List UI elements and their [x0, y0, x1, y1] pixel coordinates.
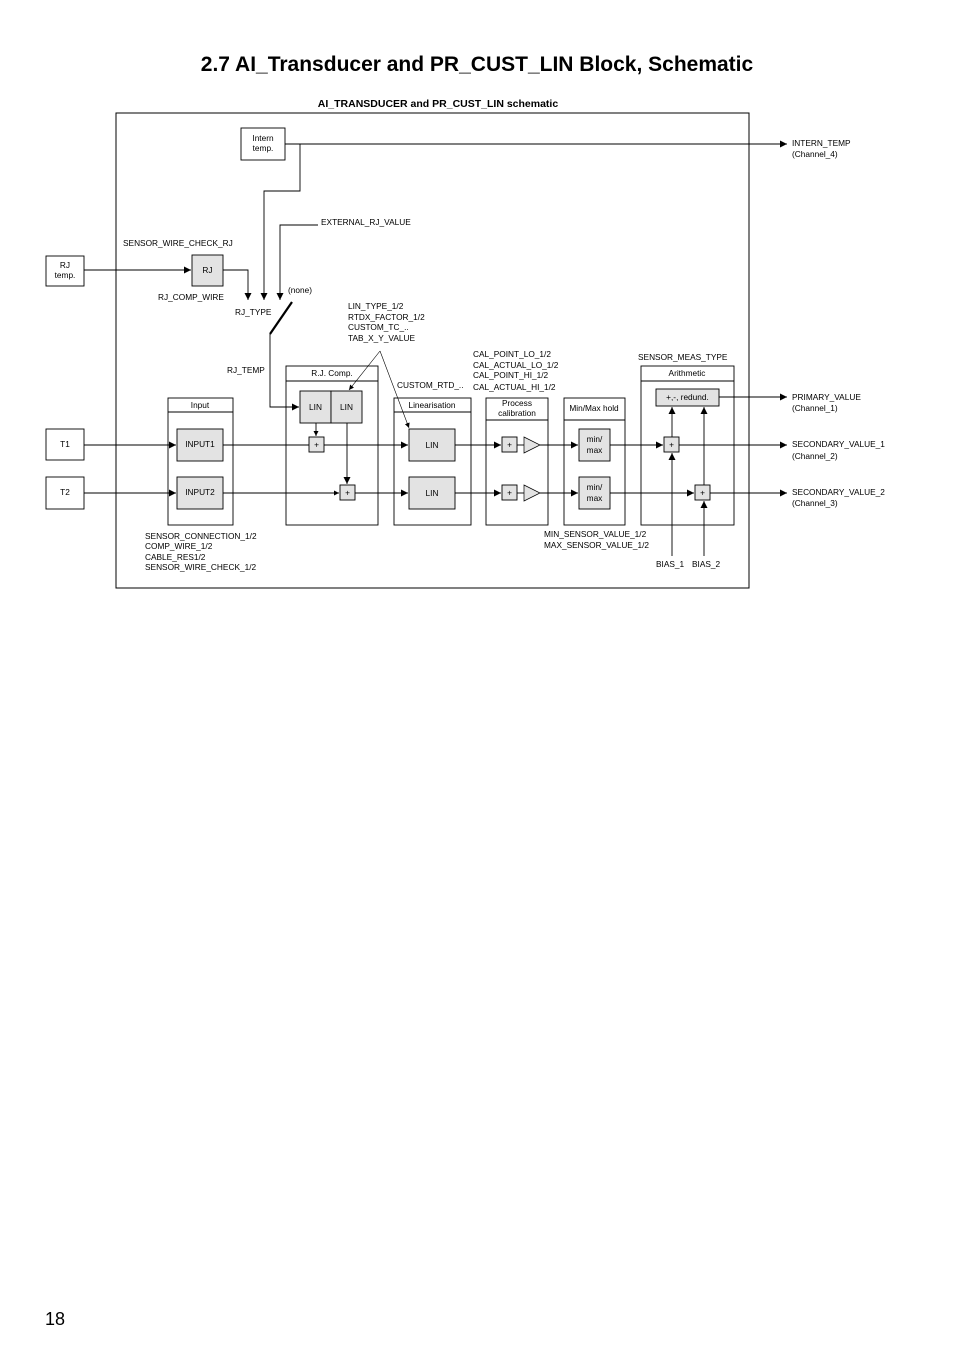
sum-symbol: + — [669, 439, 674, 450]
sensor-connection-label: SENSOR_CONNECTION_1/2 — [145, 531, 257, 541]
min-sensor-value-label: MIN_SENSOR_VALUE_1/2 — [544, 529, 647, 539]
sum-symbol: + — [507, 439, 512, 450]
secondary-value-1-output-channel: (Channel_2) — [792, 451, 838, 461]
lin-1-label: LIN — [425, 440, 439, 450]
linearisation-header: Linearisation — [408, 400, 456, 410]
minmax-1-label-1: min/ — [586, 434, 603, 444]
custom-tc-label: CUSTOM_TC_.. — [348, 322, 409, 332]
sum-symbol: + — [314, 439, 319, 450]
sum-symbol: + — [700, 487, 705, 498]
amplifier-1 — [524, 437, 540, 453]
t1-label: T1 — [60, 439, 70, 449]
sum-symbol: + — [507, 487, 512, 498]
external-rj-value-label: EXTERNAL_RJ_VALUE — [321, 217, 411, 227]
secondary-value-2-output-channel: (Channel_3) — [792, 498, 838, 508]
amplifier-2 — [524, 485, 540, 501]
sensor-meas-type-label: SENSOR_MEAS_TYPE — [638, 352, 728, 362]
cal-point-lo-label: CAL_POINT_LO_1/2 — [473, 349, 551, 359]
sum-symbol: + — [345, 487, 350, 498]
intern-temp-label-2: temp. — [252, 143, 274, 153]
rj-comp-wire-label: RJ_COMP_WIRE — [158, 292, 224, 302]
page-number: 18 — [45, 1309, 66, 1329]
rj-temp-label-1: RJ — [59, 260, 71, 270]
rj-block-label: RJ — [202, 265, 213, 275]
minmax-header: Min/Max hold — [569, 403, 619, 413]
cable-res-label: CABLE_RES1/2 — [145, 552, 206, 562]
input1-label: INPUT1 — [185, 439, 215, 449]
comp-wire-label: COMP_WIRE_1/2 — [145, 541, 213, 551]
outer-frame — [116, 113, 749, 588]
arith-op-label: +,-, redund. — [666, 392, 709, 402]
primary-value-output-label: PRIMARY_VALUE — [792, 392, 861, 402]
input2-label: INPUT2 — [185, 487, 215, 497]
rj-comp-header: R.J. Comp. — [311, 368, 353, 378]
sensor-wire-check-label: SENSOR_WIRE_CHECK_1/2 — [145, 562, 257, 572]
lin-type-label: LIN_TYPE_1/2 — [348, 301, 404, 311]
rj-temp-label: RJ_TEMP — [227, 365, 265, 375]
minmax-2-label-2: max — [586, 493, 603, 503]
cal-actual-lo-label: CAL_ACTUAL_LO_1/2 — [473, 360, 559, 370]
rtdx-factor-label: RTDX_FACTOR_1/2 — [348, 312, 425, 322]
arithmetic-header: Arithmetic — [668, 368, 706, 378]
summing-symbols — [314, 440, 705, 498]
rj-lin-2-label: LIN — [340, 402, 353, 412]
cal-point-hi-label: CAL_POINT_HI_1/2 — [473, 370, 549, 380]
intern-temp-label-1: Intern — [252, 133, 274, 143]
rj-temp-label-2: temp. — [54, 270, 76, 280]
input-header: Input — [190, 400, 210, 410]
intern-temp-output-label: INTERN_TEMP — [792, 138, 851, 148]
bias-1-label: BIAS_1 — [656, 559, 685, 569]
bias-2-label: BIAS_2 — [692, 559, 721, 569]
cal-actual-hi-label: CAL_ACTUAL_HI_1/2 — [473, 382, 556, 392]
intern-temp-output-channel: (Channel_4) — [792, 149, 838, 159]
tab-x-y-value-label: TAB_X_Y_VALUE — [348, 333, 416, 343]
max-sensor-value-label: MAX_SENSOR_VALUE_1/2 — [544, 540, 649, 550]
t2-label: T2 — [60, 487, 70, 497]
lin-2-label: LIN — [425, 488, 439, 498]
minmax-2-label-1: min/ — [586, 482, 603, 492]
page-title: 2.7 AI_Transducer and PR_CUST_LIN Block, Schematic — [200, 53, 754, 76]
secondary-value-1-output-label: SECONDARY_VALUE_1 — [792, 439, 885, 449]
sensor-wire-check-rj-label: SENSOR_WIRE_CHECK_RJ — [123, 238, 233, 248]
process-calibration-header-line1: Process — [502, 398, 532, 408]
rj-type-label: RJ_TYPE — [235, 307, 272, 317]
secondary-value-2-output-label: SECONDARY_VALUE_2 — [792, 487, 885, 497]
custom-rtd-label: CUSTOM_RTD_.. — [397, 380, 464, 390]
diagram-title: AI_TRANSDUCER and PR_CUST_LIN schematic — [317, 98, 559, 110]
process-calibration-header-line2: calibration — [498, 408, 536, 418]
primary-value-output-channel: (Channel_1) — [792, 403, 838, 413]
rj-lin-1-label: LIN — [309, 402, 322, 412]
none-label: (none) — [288, 285, 312, 295]
minmax-1-label-2: max — [586, 445, 603, 455]
